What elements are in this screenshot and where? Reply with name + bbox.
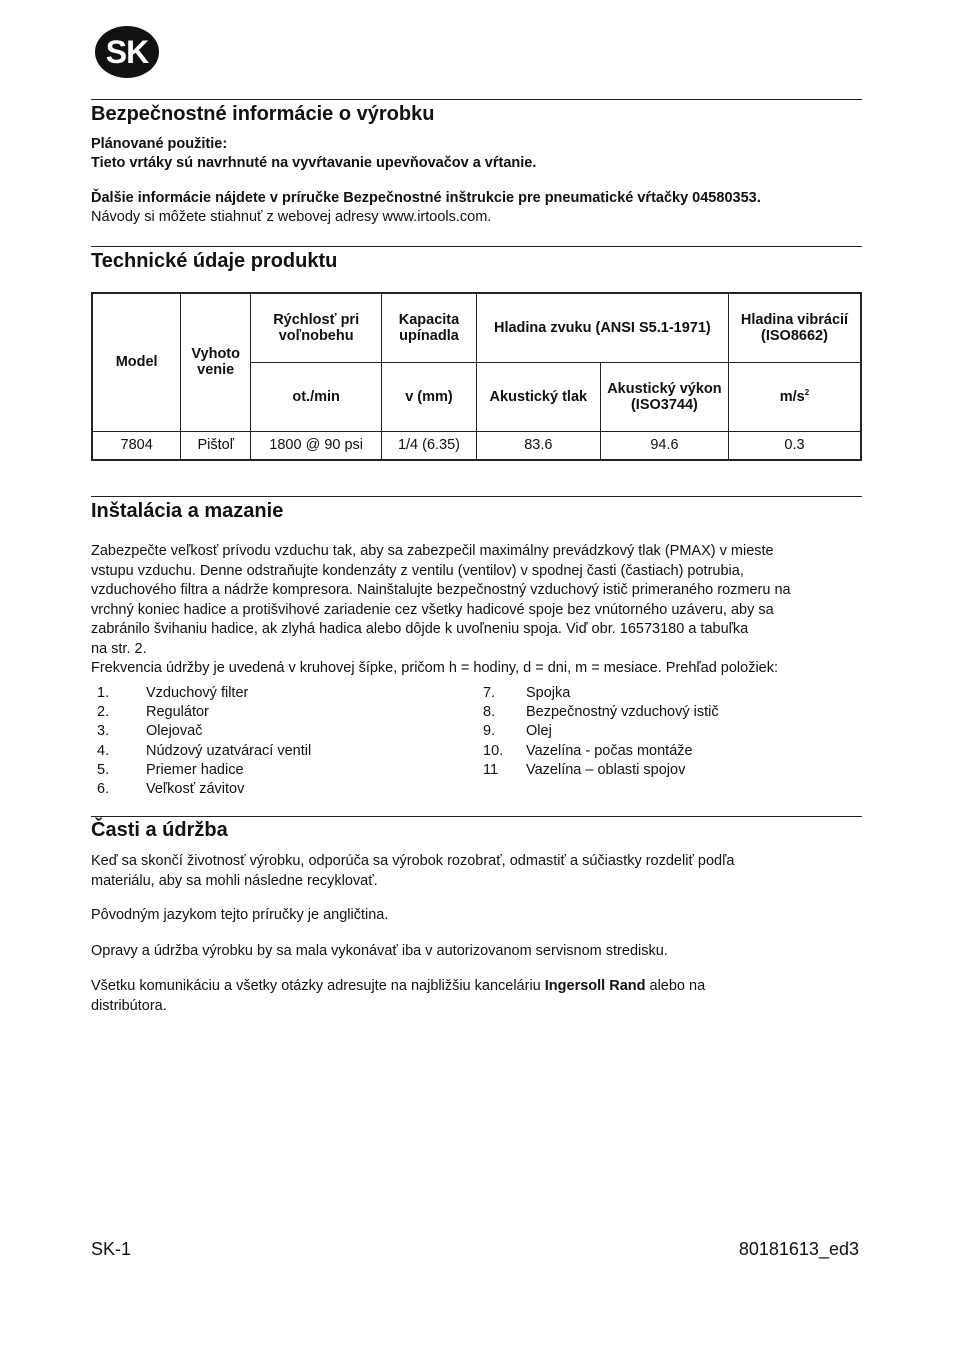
list-item: 6. Veľkosť závitov — [97, 781, 245, 798]
header-vibration-unit — [728, 362, 861, 431]
cell-style: Pištoľ — [181, 431, 251, 460]
intended-use-text: Tieto vrtáky sú navrhnuté na vyvŕtavanie upevňovačov a vŕtanie. — [91, 155, 537, 171]
list-item: 4. Núdzový uzatvárací ventil — [97, 742, 312, 759]
section-divider — [91, 246, 862, 247]
cell-sound-pressure: 83.6 — [476, 431, 600, 460]
parts-list-left — [97, 684, 311, 799]
cell-capacity: 1/4 (6.35) — [382, 431, 477, 460]
more-info-text: Ďalšie informácie nájdete v príručke Bezpečnostné inštrukcie pre pneumatické vŕtačky 04580353. — [91, 190, 761, 206]
intended-use-label: Plánované použitie: — [91, 136, 228, 152]
document-code: 80181613_ed3 — [738, 1239, 859, 1259]
language-badge: SK — [95, 26, 159, 78]
install-line: vrchný koniec hadice a protišvihové zariadenie cez všetky hadicové spoje bez vnútorného uzáveru, aby sa — [91, 601, 774, 618]
list-item: 8. Bezpečnostný vzduchový istič — [483, 704, 719, 721]
table-row — [92, 431, 861, 460]
list-item: 2. Regulátor — [97, 704, 209, 721]
install-line: na str. 2. — [91, 640, 147, 657]
install-line: Frekvencia údržby je uvedená v kruhovej šípke, pričom h = hodiny, d = dni, m = mesiace. Prehľad položiek: — [91, 660, 779, 676]
parts-paragraph-1: Keď sa skončí životnosť výrobku, odporúča sa výrobok rozobrať, odmastiť a súčiastky rozdeliť podľa materiálu, aby sa mohli následne recyklovať. — [91, 853, 735, 889]
header-vibration: Hladina vibrácií (ISO8662) — [728, 293, 861, 362]
install-line: Zabezpečte veľkosť prívodu vzduchu tak, aby sa zabezpečil maximálny prevádzkový tlak (PMAX) v mieste — [91, 543, 774, 559]
header-sound: Hladina zvuku (ANSI S5.1-1971) — [476, 293, 728, 362]
list-item: 3. Olejovač — [97, 723, 203, 740]
section-divider — [91, 816, 862, 817]
install-heading: Inštalácia a mazanie — [91, 500, 284, 522]
cell-sound-power: 94.6 — [600, 431, 728, 460]
install-line: vzduchového filtra a nádrže kompresora. Nainštalujte bezpečnostný vzduchový istič primeraného rozmeru na — [91, 582, 791, 598]
parts-list-right — [483, 684, 719, 780]
list-item: 7. Spojka — [483, 685, 571, 701]
cell-vibration: 0.3 — [728, 431, 861, 460]
list-item: 11 Vazelína – oblasti spojov — [483, 761, 686, 778]
cell-model: 7804 — [92, 431, 181, 460]
cell-speed: 1800 @ 90 psi — [251, 431, 382, 460]
page-number: SK-1 — [91, 1239, 132, 1259]
download-text: Návody si môžete stiahnuť z webovej adresy www.irtools.com. — [91, 209, 492, 225]
header-capacity-unit: v (mm) — [382, 362, 477, 431]
section-divider — [91, 496, 862, 497]
spec-table — [91, 292, 862, 461]
list-item: 10. Vazelína - počas montáže — [483, 742, 693, 759]
vibration-unit: m/s — [779, 388, 805, 405]
header-style: Vyhoto venie — [181, 293, 251, 431]
header-speed: Rýchlosť pri voľnobehu — [251, 293, 382, 362]
parts-paragraph-2: Pôvodným jazykom tejto príručky je angličtina. — [91, 907, 389, 923]
parts-paragraph-3: Opravy a údržba výrobku by sa mala vykonávať iba v autorizovanom servisnom stredisku. — [91, 943, 668, 959]
section-divider — [91, 99, 862, 100]
header-sound-pressure: Akustický tlak — [476, 362, 600, 431]
list-item: 5. Priemer hadice — [97, 761, 244, 778]
install-line: zabránilo švihaniu hadice, ak zlyhá hadica alebo dôjde k uvoľneniu spoja. Viď obr. 16573180 a tabuľka — [91, 621, 749, 637]
vibration-unit-exponent: 2 — [804, 388, 810, 398]
list-item: 1. Vzduchový filter — [97, 685, 249, 701]
company-name: Ingersoll Rand — [544, 978, 646, 994]
header-model: Model — [92, 293, 181, 431]
tech-heading: Technické údaje produktu — [91, 250, 338, 272]
safety-heading: Bezpečnostné informácie o výrobku — [91, 103, 435, 125]
parts-paragraph-4: Všetku komunikáciu a všetky otázky adresujte na najbližšiu kanceláriu Ingersoll Rand alebo na distribútora. — [91, 978, 706, 1014]
install-line: vstupu vzduchu. Denne odstraňujte kondenzáty z ventilu (ventilov) v spodnej časti (častiach) potrubia, — [91, 562, 744, 579]
list-item: 9. Olej — [483, 723, 552, 740]
header-speed-unit: ot./min — [251, 362, 382, 431]
parts-heading: Časti a údržba — [91, 819, 228, 841]
header-capacity: Kapacita upínadla — [382, 293, 477, 362]
header-sound-power: Akustický výkon (ISO3744) — [600, 362, 728, 431]
install-paragraph — [91, 542, 862, 679]
